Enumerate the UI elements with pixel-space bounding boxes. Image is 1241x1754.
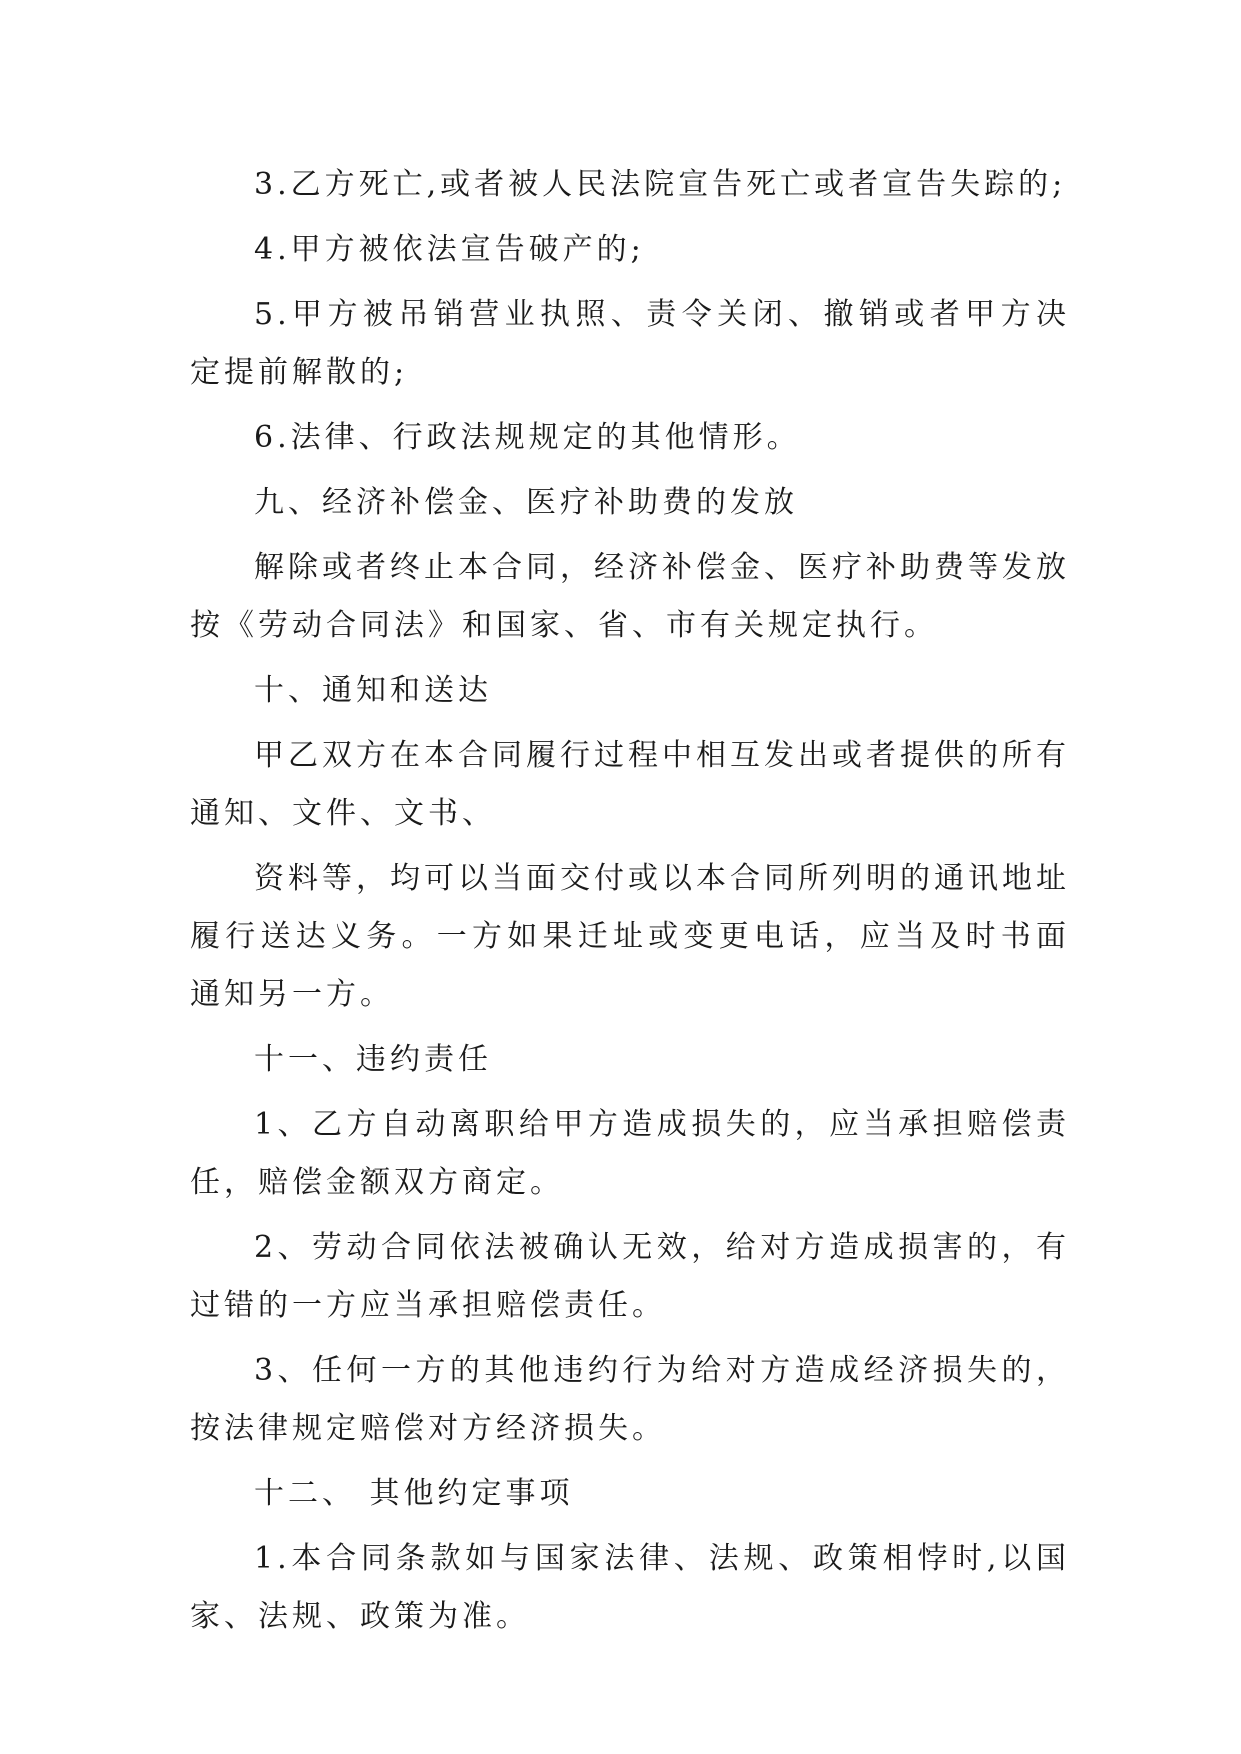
section-11-item-1: 1、乙方自动离职给甲方造成损失的，应当承担赔偿责任，赔偿金额双方商定。 [190, 1107, 1070, 1200]
section-10-body-part2: 资料等，均可以当面交付或以本合同所列明的通讯地址履行送达义务。一方如果迁址或变更电话，应当及时书面通知另一方。 [190, 861, 1070, 1012]
section-11-item-3: 3、任何一方的其他违约行为给对方造成经济损失的，按法律规定赔偿对方经济损失。 [190, 1353, 1070, 1446]
section-12-heading: 十二、 其他约定事项 [254, 1476, 574, 1511]
section-9-body: 解除或者终止本合同，经济补偿金、医疗补助费等发放按《劳动合同法》和国家、省、市有关规定执行。 [190, 550, 1070, 643]
clause-4-bankruptcy: 4.甲方被依法宣告破产的; [254, 232, 645, 267]
section-11-heading: 十一、违约责任 [254, 1042, 492, 1077]
section-12-item-1: 1.本合同条款如与国家法律、法规、政策相悖时,以国家、法规、政策为准。 [190, 1541, 1070, 1634]
section-10-heading: 十、通知和送达 [254, 673, 492, 708]
clause-3-party-b-death: 3.乙方死亡,或者被人民法院宣告死亡或者宣告失踪的; [254, 167, 1067, 202]
clause-5-license-revoked: 5.甲方被吊销营业执照、责令关闭、撤销或者甲方决定提前解散的; [190, 297, 1070, 390]
clause-6-other-circumstances: 6.法律、行政法规规定的其他情形。 [254, 420, 801, 455]
document-body [190, 156, 1070, 1653]
section-10-body-part1: 甲乙双方在本合同履行过程中相互发出或者提供的所有通知、文件、文书、 [190, 738, 1070, 831]
section-11-item-2: 2、劳动合同依法被确认无效，给对方造成损害的，有过错的一方应当承担赔偿责任。 [190, 1230, 1070, 1323]
section-9-heading: 九、经济补偿金、医疗补助费的发放 [254, 485, 798, 520]
